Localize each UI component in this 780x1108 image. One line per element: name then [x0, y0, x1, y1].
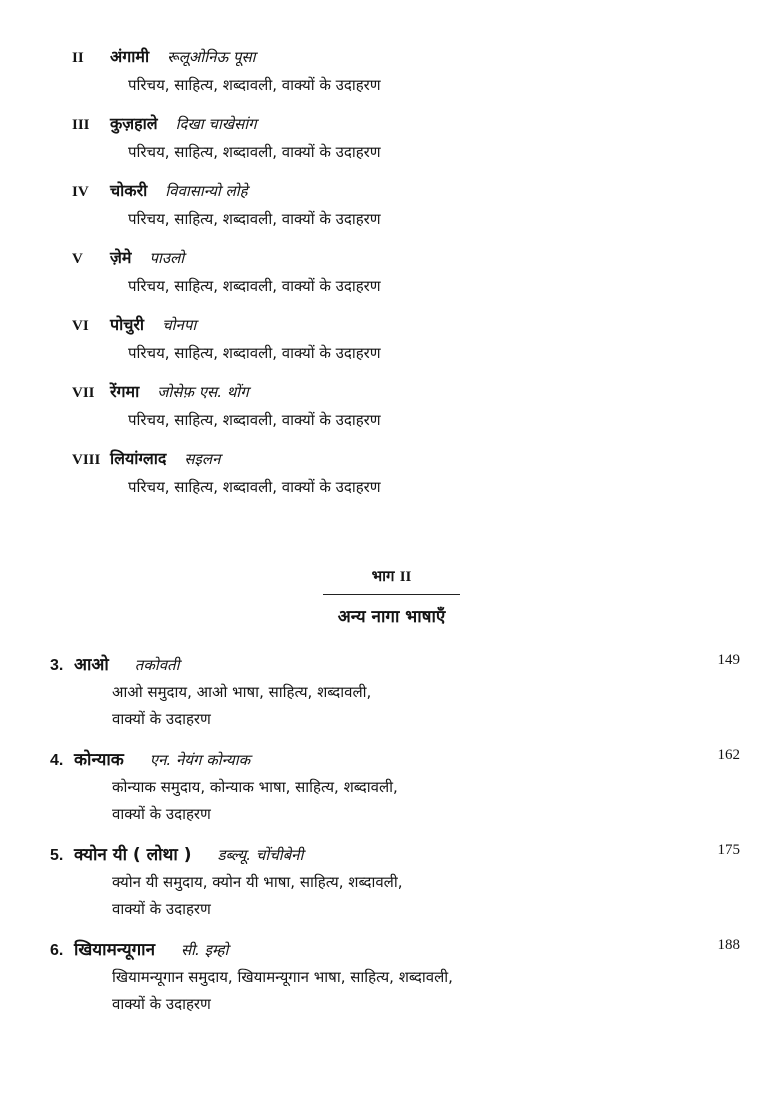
language-name: लियांग्लाद — [110, 449, 167, 468]
author-name: विवासान्यो लोहे — [165, 182, 248, 200]
roman-numeral: III — [72, 117, 90, 133]
chapter-language: क्योन यी ( लोथा ) — [74, 845, 192, 865]
toc-chapter-entry[interactable] — [50, 937, 740, 1018]
entry-description: परिचय, साहित्य, शब्दावली, वाक्यों के उदाहरण — [128, 411, 381, 429]
language-name: रेंगमा — [110, 382, 140, 401]
page-number[interactable]: 162 — [717, 747, 740, 763]
author-name: दिखा चाखेसांग — [175, 115, 257, 133]
language-name: ज़ेमे — [110, 248, 132, 267]
chapter-number: 5. — [50, 847, 64, 864]
chapter-number: 4. — [50, 752, 64, 769]
page-number[interactable]: 175 — [717, 842, 740, 858]
author-name: जोसेफ़ एस. थोंग — [157, 383, 249, 401]
author-name: चोनपा — [162, 316, 197, 334]
chapter-author: एन. नेयंग कोन्याक — [149, 751, 251, 769]
language-name: अंगामी — [110, 47, 150, 66]
chapter-number: 6. — [50, 942, 64, 959]
roman-numeral: VIII — [72, 452, 101, 468]
page-number[interactable]: 188 — [717, 937, 740, 953]
toc-sub-entry[interactable] — [72, 45, 381, 95]
toc-chapter-entry[interactable] — [50, 842, 740, 923]
toc-sub-entry[interactable] — [72, 380, 381, 430]
language-name: चोकरी — [110, 181, 148, 200]
chapter-author: डब्ल्यू. चोंचीबेनी — [217, 846, 304, 864]
roman-numeral: VII — [72, 385, 95, 401]
toc-chapter-entry[interactable] — [50, 652, 740, 733]
chapter-description: आओ समुदाय, आओ भाषा, साहित्य, शब्दावली, वाक्यों के उदाहरण — [112, 683, 372, 728]
chapter-language: आओ — [74, 655, 109, 675]
toc-chapter-entry[interactable] — [50, 747, 740, 828]
language-name: पोचुरी — [110, 315, 145, 334]
entry-description: परिचय, साहित्य, शब्दावली, वाक्यों के उदाहरण — [128, 277, 381, 295]
entry-description: परिचय, साहित्य, शब्दावली, वाक्यों के उदाहरण — [128, 478, 381, 496]
chapter-language: खियामन्यूगान — [74, 940, 156, 960]
language-name: कुज़हाले — [110, 114, 158, 133]
entry-description: परिचय, साहित्य, शब्दावली, वाक्यों के उदाहरण — [128, 344, 381, 362]
roman-numeral: VI — [72, 318, 89, 334]
author-name: पाउलो — [149, 249, 185, 267]
toc-sub-entry[interactable] — [72, 179, 381, 229]
toc-sub-entry[interactable] — [72, 313, 381, 363]
chapter-description: कोन्याक समुदाय, कोन्याक भाषा, साहित्य, शब्दावली, वाक्यों के उदाहरण — [112, 778, 398, 823]
page-number[interactable]: 149 — [717, 652, 740, 668]
roman-numeral: II — [72, 50, 84, 66]
roman-numeral: V — [72, 251, 83, 267]
toc-sub-entry[interactable] — [72, 246, 381, 296]
author-name: सइलन — [184, 450, 221, 468]
chapter-language: कोन्याक — [74, 750, 124, 770]
chapter-description: क्योन यी समुदाय, क्योन यी भाषा, साहित्य, शब्दावली, वाक्यों के उदाहरण — [112, 873, 403, 918]
entry-description: परिचय, साहित्य, शब्दावली, वाक्यों के उदाहरण — [128, 76, 381, 94]
chapter-number: 3. — [50, 657, 64, 674]
entry-description: परिचय, साहित्य, शब्दावली, वाक्यों के उदाहरण — [128, 210, 381, 228]
heading-divider — [323, 594, 460, 595]
chapter-author: तकोवती — [134, 656, 180, 674]
part-title: अन्य नागा भाषाएँ — [337, 607, 446, 627]
toc-sub-entry[interactable] — [72, 112, 381, 162]
entry-description: परिचय, साहित्य, शब्दावली, वाक्यों के उदाहरण — [128, 143, 381, 161]
toc-sub-entry[interactable] — [72, 447, 381, 497]
chapter-author: सी. इम्हो — [181, 941, 229, 959]
author-name: रूलूओनिऊ पूसा — [167, 48, 256, 66]
part-number: II — [399, 569, 412, 585]
roman-numeral: IV — [72, 184, 89, 200]
part-label: भाग II — [371, 567, 412, 585]
chapter-description: खियामन्यूगान समुदाय, खियामन्यूगान भाषा, साहित्य, शब्दावली, वाक्यों के उदाहरण — [112, 968, 453, 1013]
